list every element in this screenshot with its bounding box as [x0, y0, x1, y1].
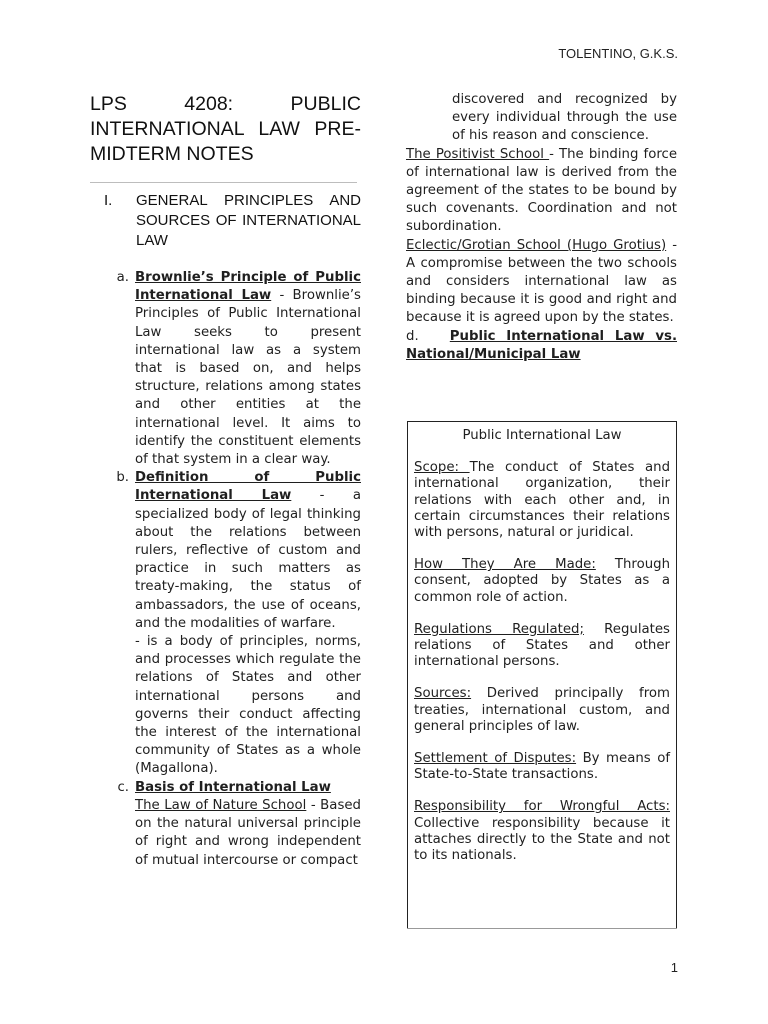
item-term: Public International Law vs. National/Municipal Law — [406, 328, 678, 362]
table-row-regulations — [414, 622, 670, 671]
row-text: The conduct of States and international organization, their relations with each other and, in certain circumstances their relations with persons, natural or juridical. — [414, 460, 671, 541]
item-paragraph — [135, 779, 361, 797]
eclectic-paragraph — [406, 237, 677, 328]
row-label: Settlement of Disputes: — [414, 751, 577, 767]
continuation-paragraph: discovered and recognized by every individual through the use of his reason and conscience. — [452, 92, 677, 144]
right-column — [406, 91, 677, 364]
document-title: LPS 4208: PUBLIC INTERNATIONAL LAW PRE-MIDTERM NOTES — [90, 93, 361, 165]
list-item-basis — [106, 779, 361, 870]
row-label: How They Are Made: — [414, 557, 596, 573]
table-bottom-border — [407, 928, 677, 929]
row-label: Sources: — [414, 686, 472, 702]
row-text: Derived principally from treaties, international custom, and general principles of law. — [414, 686, 670, 734]
title-divider — [90, 182, 357, 183]
list-item-definition — [106, 469, 361, 778]
school-term: Eclectic/Grotian School (Hugo Grotius) — [406, 237, 667, 253]
school-body: - A compromise between the two schools and considers international law as binding because it is good and right and because it is agreed upon by the states. — [406, 237, 677, 326]
table-row-scope — [414, 460, 670, 541]
row-label: Responsibility for Wrongful Acts: — [414, 799, 670, 815]
comparison-table — [407, 421, 677, 928]
table-header: Public International Law — [462, 428, 622, 443]
table-row-disputes — [414, 751, 670, 783]
positivist-paragraph — [406, 146, 677, 237]
school-term: The Positivist School — [406, 146, 550, 162]
list-marker: d. — [406, 328, 419, 344]
list-marker: c. — [117, 779, 129, 795]
list-marker: b. — [116, 470, 129, 486]
item-term: Brownlie’s Principle of Public International Law — [135, 270, 361, 304]
item-term: Definition of Public International Law — [135, 470, 361, 504]
list-marker: a. — [116, 270, 129, 285]
row-label: Regulations Regulated; — [414, 621, 584, 637]
table-row-sources — [414, 686, 670, 735]
row-text: Collective responsibility because it attaches directly to the State and not to its nationals. — [414, 815, 670, 864]
section-number: I. — [104, 192, 113, 209]
header-author: TOLENTINO, G.K.S. — [558, 46, 678, 61]
school-term: The Law of Nature School — [135, 797, 307, 813]
item-paragraph — [135, 469, 361, 633]
item-paragraph-2: - is a body of principles, norms, and processes which regulate the relations of States and other international persons and governs their conduct affecting the interest of the international community of States as a whole (Magallona). — [135, 634, 361, 777]
row-text: By means of State-to-State transactions. — [414, 751, 671, 783]
school-paragraph — [135, 797, 361, 870]
item-d-paragraph — [406, 328, 677, 364]
item-body: - a specialized body of legal thinking about the relations between rulers, reflective of custom and practice in such matters as treaty-making, the status of ambassadors, the use of oceans, and the modalities of warfare. — [135, 488, 361, 631]
row-text: Regulates relations of States and other international persons. — [414, 621, 670, 670]
page-number: 1 — [670, 960, 678, 975]
principles-list — [106, 269, 361, 870]
section-title: GENERAL PRINCIPLES AND SOURCES OF INTERNATIONAL LAW — [136, 192, 361, 249]
table-row-how-made — [414, 557, 670, 606]
list-item-brownlie — [106, 269, 361, 469]
row-label: Scope: — [414, 460, 470, 476]
item-term: Basis of International Law — [135, 779, 331, 795]
table-row-responsibility — [414, 799, 670, 864]
school-body: - Based on the natural universal principle of right and wrong independent of mutual intercourse or compact — [135, 797, 361, 868]
row-text: Through consent, adopted by States as a common role of action. — [414, 557, 670, 605]
school-body: - The binding force of international law is derived from the agreement of the states to be bound by such covenants. Coordination and not subordination. — [406, 146, 677, 235]
item-paragraph — [135, 269, 361, 469]
item-body: - Brownlie’s Principles of Public International Law seeks to present international law as a system that is based on, and helps structure, relations among states and other entities at the international level. It aims to identify the constituent elements of that system in a clear way. — [135, 288, 361, 468]
